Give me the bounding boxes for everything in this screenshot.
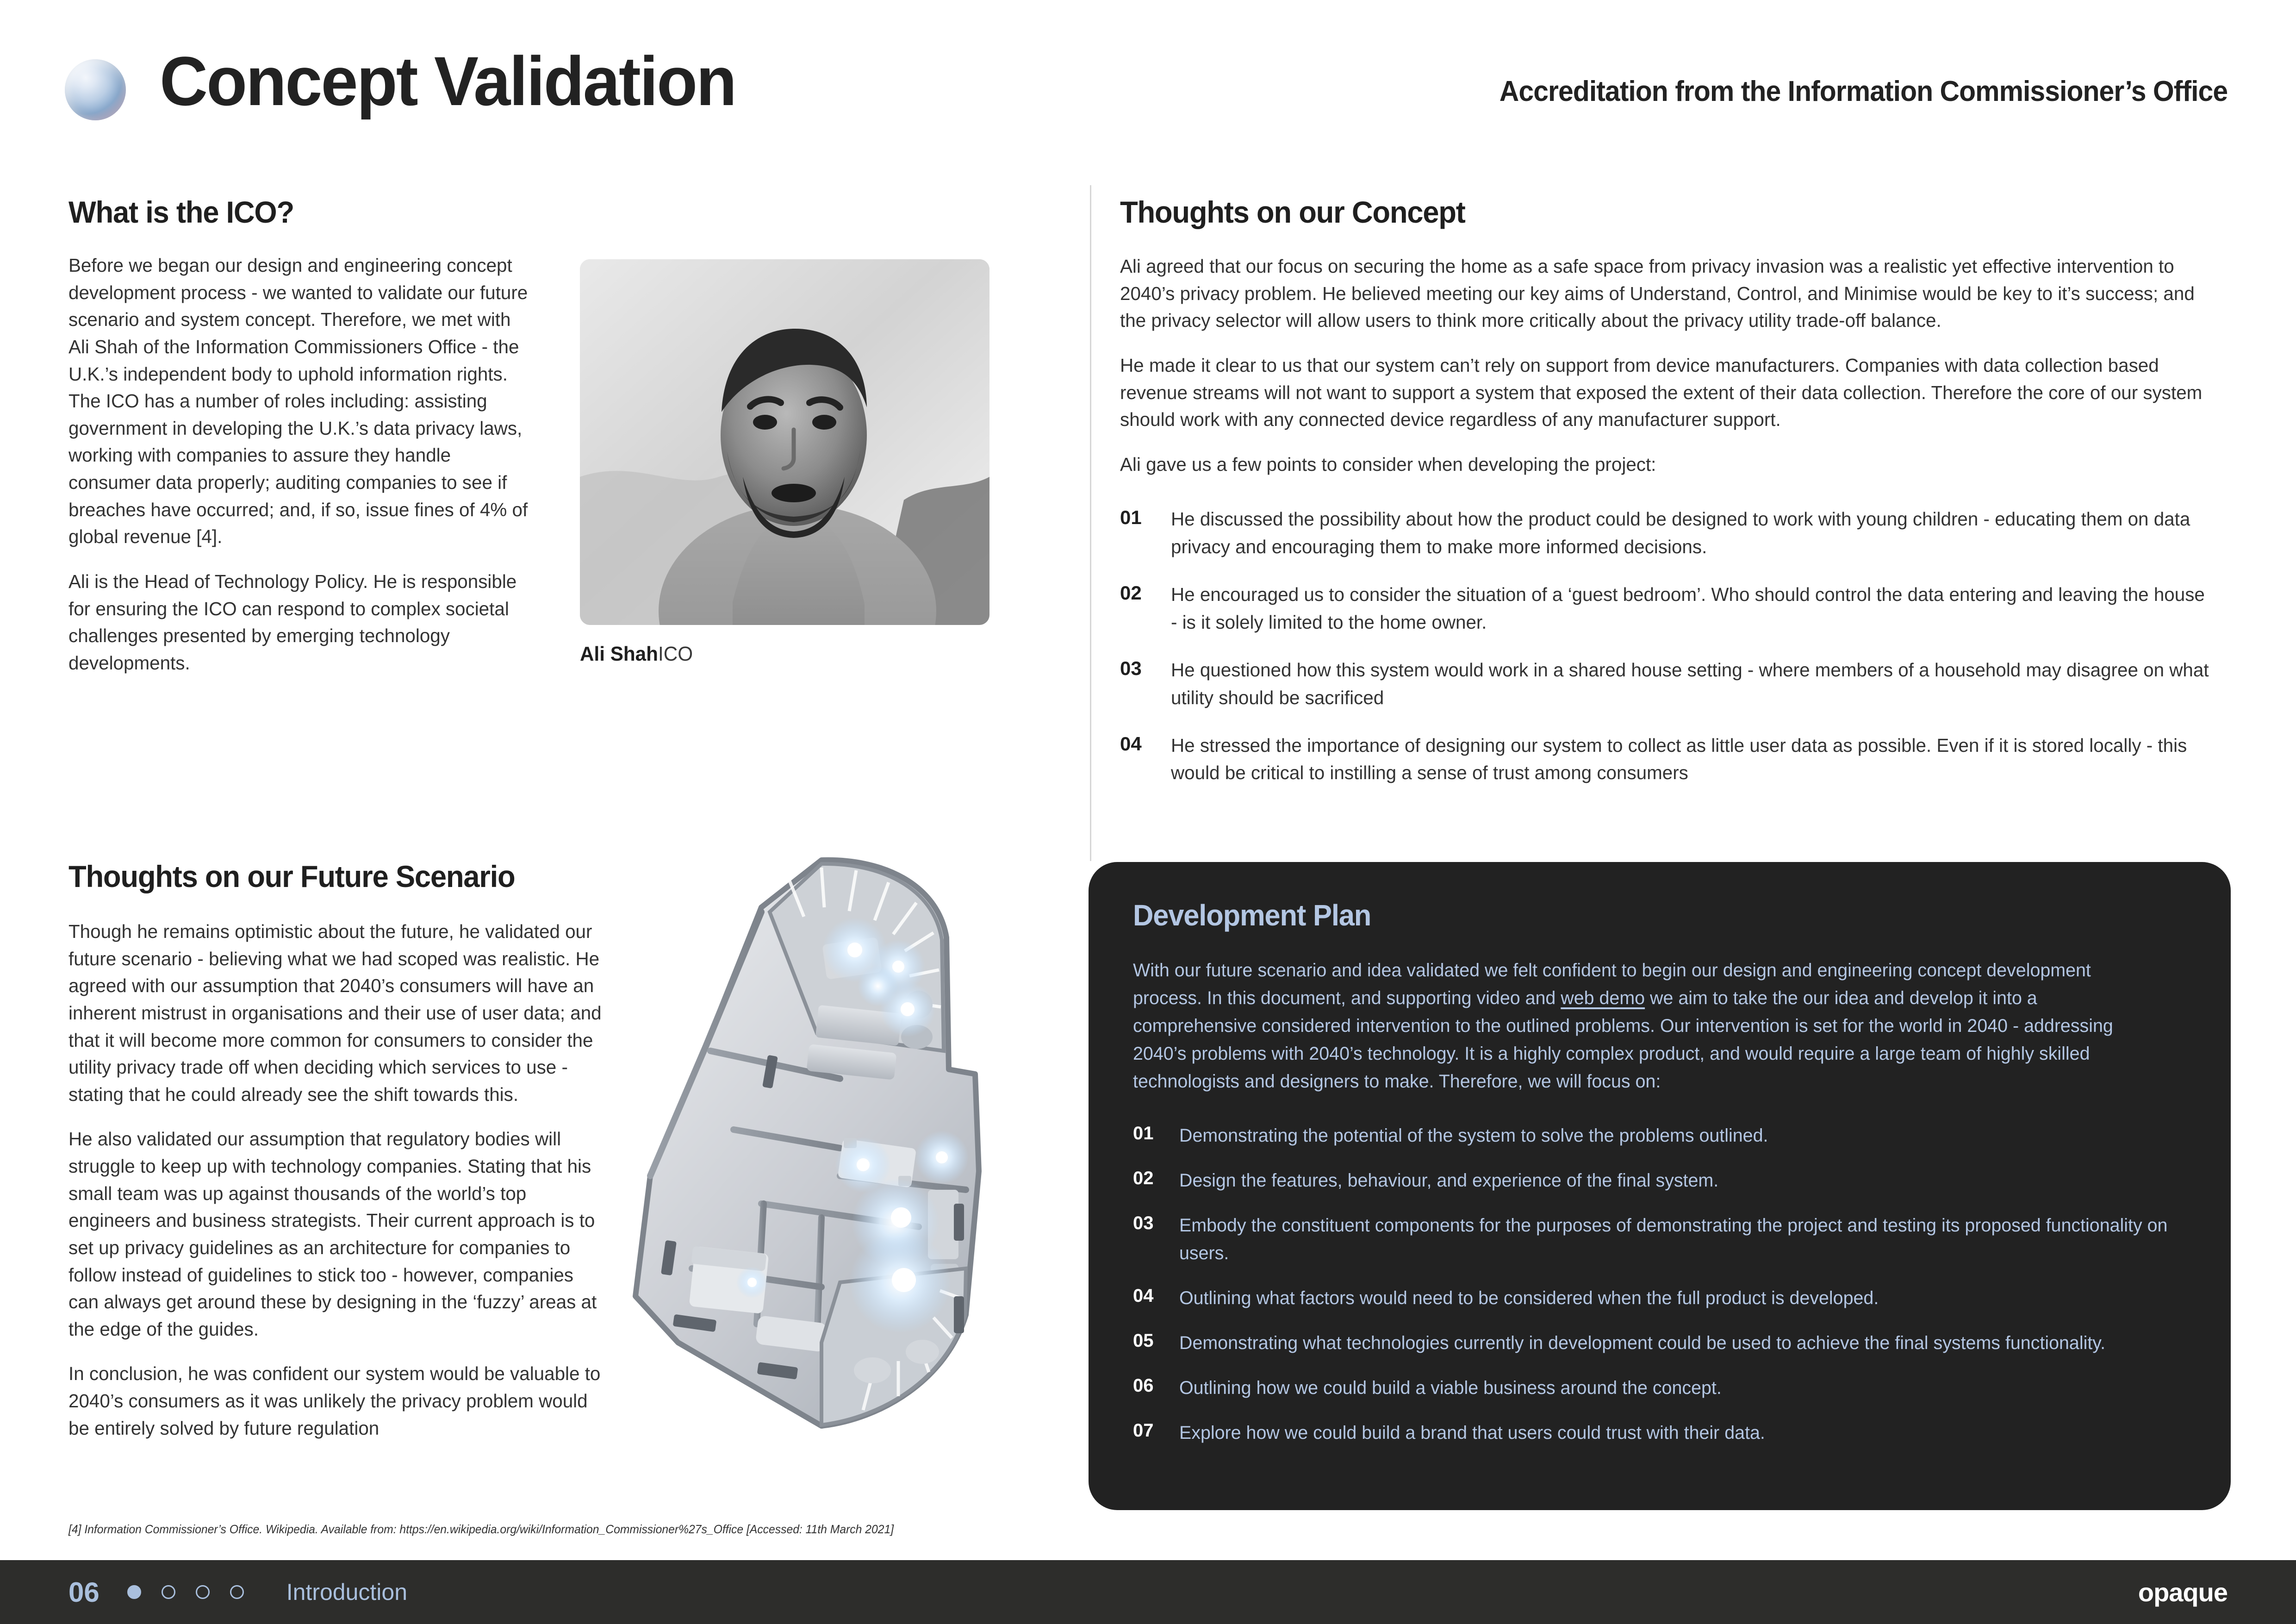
section-heading-future: Thoughts on our Future Scenario [68,859,515,893]
development-plan-intro [1133,956,2154,1095]
list-item-number: 05 [1133,1330,1154,1351]
list-item-number: 03 [1133,1213,1154,1234]
list-item-text: Explore how we could build a brand that users could trust with their data. [1179,1423,1765,1443]
list-item [1133,1330,2186,1357]
progress-dot[interactable] [162,1585,175,1599]
list-item-number: 04 [1133,1285,1154,1306]
portrait-caption-org: ICO [658,643,693,665]
development-plan-heading: Development Plan [1133,899,1371,932]
list-item-number: 03 [1120,657,1142,680]
paragraph-concept-2: He made it clear to us that our system can’t rely on support from device manufacturers. Companies with data collection based revenue streams will not want to support a system that exposed the extent of their data collection. Therefore the core of our system should work with any connected device regardless of any manufacturer support. [1120,354,2203,431]
list-item-number: 04 [1120,733,1142,755]
section-heading-ico: What is the ICO? [68,195,294,229]
house-floorplan-render [622,852,997,1458]
footnote-reference: [4] Information Commissioner’s Office. Wikipedia. Available from: https://en.wikipedia.org/wiki/Information_Commissioner%27s_Office [Accessed: 11th March 2021] [68,1522,894,1536]
brand-wordmark: opaque [2138,1577,2228,1607]
list-item-text: He discussed the possibility about how the product could be designed to work with young children - educating them on data privacy and encouraging them to make more informed decisions. [1171,508,2190,557]
column-divider [1090,185,1091,861]
section-what-is-the-ico [68,194,559,676]
paragraph-future-3: In conclusion, he was confident our system would be valuable to 2040’s consumers as it was unlikely the privacy problem would be entirely solved by future regulation [68,1363,601,1439]
portrait-photo [580,259,989,625]
list-item-number: 01 [1120,506,1142,529]
list-item-text: He stressed the importance of designing our system to collect as little user data as possible. Even if it is stored locally - this would be critical to instilling a sense of trust among consumers [1171,735,2187,784]
list-item-text: Demonstrating the potential of the system to solve the problems outlined. [1179,1125,1768,1146]
list-item [1133,1419,2186,1447]
page-number: 06 [68,1576,100,1608]
intro-text-after-link: we aim to take the our idea and develop it into a comprehensive considered intervention to the outlined problems. Our intervention is set for the world in 2040 - addressing 2040’s problems with 2040’s technology. It is a highly complex product, and would require a large team of highly skilled technologists and designers to make. Therefore, we will focus on: [1133,988,2113,1092]
sphere-logo-icon [65,59,126,120]
list-item-text: He questioned how this system would work in a shared house setting - where members of a household may disagree on what utility should be sacrificed [1171,659,2209,708]
progress-dot-active[interactable] [127,1585,141,1599]
list-item-text: Embody the constituent components for the purposes of demonstrating the project and testing its proposed functionality on users. [1179,1215,2168,1263]
paragraph-future-2: He also validated our assumption that regulatory bodies will struggle to keep up with technology companies. Stating that his small team was up against thousands of the world’s top engineers and business strategists. Their current approach is to set up privacy guidelines as an architecture for companies to follow instead of guidelines to stick too - however, companies can always get around these by designing in the ‘fuzzy’ areas at the edge of the guides. [68,1128,597,1340]
web-demo-link[interactable]: web demo [1561,988,1645,1008]
portrait-block [580,259,989,666]
progress-dot[interactable] [230,1585,244,1599]
paragraph-ico-1: Before we began our design and engineering concept development process - we wanted to validate our future scenario and system concept. Therefore, we met with Ali Shah of the Information Commissioners Office - the U.K.’s independent body to uphold information rights. The ICO has a number of roles including: assisting government in developing the U.K.’s data privacy laws, working with companies to assure they handle consumer data properly; auditing companies to see if breaches have occurred; and, if so, issue fines of 4% of global revenue [4]. [68,255,528,548]
header-subtitle: Accreditation from the Information Commissioner’s Office [1499,75,2228,107]
progress-dot[interactable] [196,1585,210,1599]
paragraph-future-1: Though he remains optimistic about the future, he validated our future scenario - believing what we had scoped was realistic. He agreed with our assumption that 2040’s consumers will have an inherent mistrust in organisations and their use of user data; and that it will become more common for consumers to consider the utility privacy trade off when deciding which services to use - stating that he could already see the shift towards this. [68,921,602,1105]
page-footer [0,1560,2296,1624]
paragraph-ico-2: Ali is the Head of Technology Policy. He is responsible for ensuring the ICO can respond to complex societal challenges presented by emerging technology developments. [68,570,517,674]
list-item [1133,1285,2186,1312]
portrait-caption-name: Ali Shah [580,643,658,665]
list-item-text: Design the features, behaviour, and experience of the final system. [1179,1170,1719,1191]
list-item-number: 02 [1120,582,1142,604]
list-item [1133,1374,2186,1402]
list-item [1120,732,2231,787]
portrait-caption [580,643,973,666]
list-item-number: 02 [1133,1168,1154,1189]
list-item [1133,1167,2186,1194]
list-item-text: Outlining how we could build a viable business around the concept. [1179,1378,1722,1399]
paragraph-concept-3: Ali gave us a few points to consider when developing the project: [1120,453,1656,475]
list-item [1133,1122,2186,1149]
page-header [0,0,2296,157]
paragraph-concept-1: Ali agreed that our focus on securing the home as a safe space from privacy invasion was a realistic yet effective intervention to 2040’s privacy problem. He believed meeting our key aims of Understand, Control, and Minimise would be key to it’s success; and the privacy selector will allow users to think more critically about the privacy utility trade-off balance. [1120,256,2195,331]
list-item-number: 01 [1133,1123,1154,1143]
list-item-text: Outlining what factors would need to be considered when the full product is developed. [1179,1287,1879,1308]
list-item-text: Demonstrating what technologies currently in development could be used to achieve the final systems functionality. [1179,1332,2106,1353]
section-future-scenario [68,859,624,1442]
list-item [1120,581,2231,636]
footer-section-label: Introduction [286,1579,408,1605]
section-thoughts-on-concept [1120,194,2231,787]
section-heading-concept: Thoughts on our Concept [1120,195,1465,229]
intro-text-before-link: With our future scenario and idea validated we felt confident to begin our design and engineering concept development process. In this document, and supporting video and [1133,960,2091,1008]
list-item-number: 06 [1133,1375,1154,1396]
concept-points-list [1120,506,2231,787]
list-item [1120,506,2231,561]
progress-dots [127,1585,244,1599]
list-item [1120,656,2231,712]
list-item [1133,1212,2186,1267]
list-item-text: He encouraged us to consider the situation of a ‘guest bedroom’. Who should control the data entering and leaving the house - is it solely limited to the home owner. [1171,584,2205,633]
development-plan-points-list [1133,1122,2186,1447]
page-title: Concept Validation [160,42,736,120]
list-item-number: 07 [1133,1420,1154,1441]
development-plan-card [1089,862,2231,1510]
